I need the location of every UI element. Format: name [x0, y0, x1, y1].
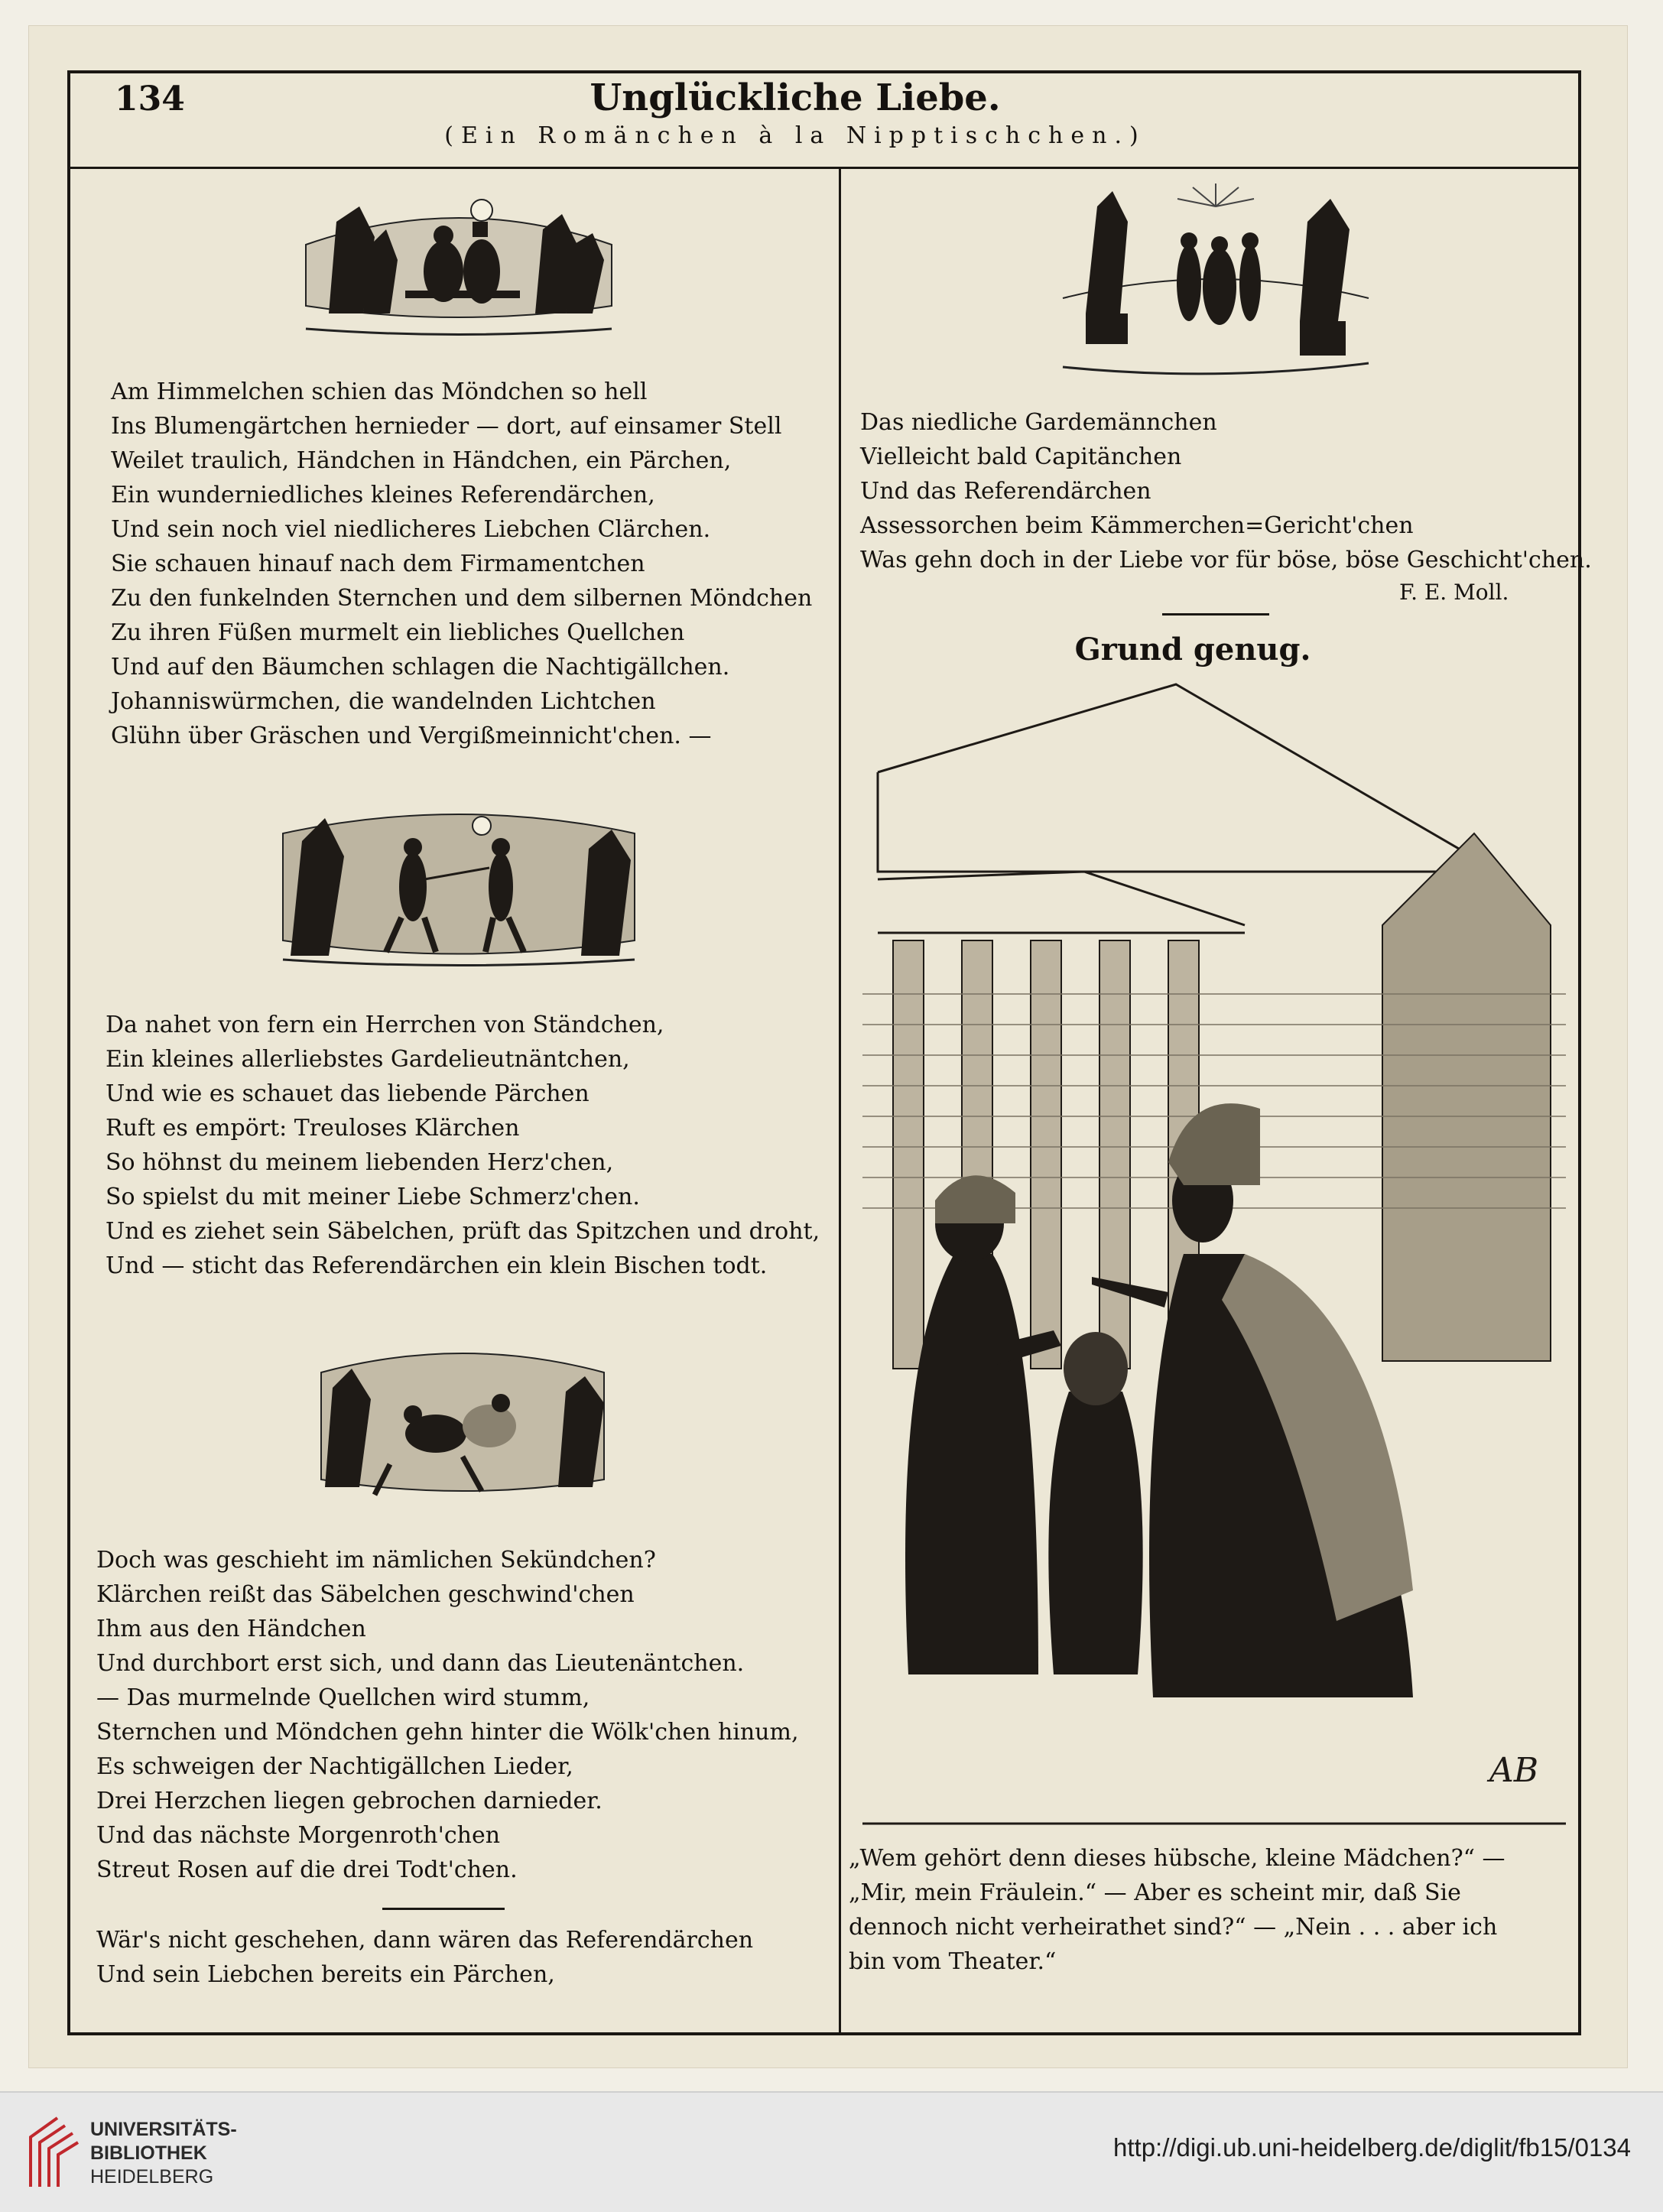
column-divider [839, 167, 841, 2035]
poem-line: Glühn über Gräschen und Vergißmeinnicht'chen. — [111, 723, 712, 749]
library-name-line: HEIDELBERG [90, 2166, 214, 2188]
poem-line: Johanniswürmchen, die wandelnden Lichtchen [111, 688, 656, 715]
vignette-promenade [1055, 176, 1376, 382]
library-name[interactable] [90, 2118, 237, 2189]
poem-line: Ein wunderniedliches kleines Referendärchen, [111, 482, 655, 508]
caption-line: bin vom Theater.“ [849, 1948, 1057, 1975]
illustration-theatre-scene [862, 673, 1566, 1827]
poem-line: Ruft es empört: Treuloses Klärchen [106, 1115, 520, 1142]
poem-stanza-3 [96, 1543, 815, 1887]
poem-line: So spielst du mit meiner Liebe Schmerz'chen. [106, 1184, 640, 1210]
poem-line: So höhnst du meinem liebenden Herz'chen, [106, 1149, 614, 1176]
poem-line: Und das nächste Morgenroth'chen [96, 1822, 501, 1849]
poem-line: Am Himmelchen schien das Möndchen so hell [111, 378, 648, 405]
vignette-couple-on-bench [291, 176, 627, 344]
poem-line: Und durchbort erst sich, und dann das Lieutenäntchen. [96, 1650, 745, 1677]
poem-line: — Das murmelnde Quellchen wird stumm, [96, 1684, 590, 1711]
vignette-struggle [298, 1334, 627, 1510]
poem-line: Ein kleines allerliebstes Gardelieutnäntchen, [106, 1046, 630, 1073]
poem-stanza-1 [111, 375, 814, 753]
stanza-separator-rule [382, 1908, 505, 1910]
poem-line: Das niedliche Gardemännchen [860, 409, 1217, 436]
illustration-monogram: AB [1489, 1751, 1539, 1790]
caption-line: „Mir, mein Fräulein.“ — Aber es scheint mir, daß Sie [849, 1879, 1461, 1906]
poem-line: Und sein noch viel niedlicheres Liebchen Clärchen. [111, 516, 711, 543]
vignette-duel [268, 788, 650, 979]
page-subtitle: (Ein Romänchen à la Nipptischchen.) [444, 122, 1146, 149]
poem-line: Und sein Liebchen bereits ein Pärchen, [96, 1961, 555, 1988]
poem-line: Ihm aus den Händchen [96, 1616, 366, 1642]
poem-line: Was gehn doch in der Liebe vor für böse, böse Geschicht'chen. [860, 547, 1592, 573]
caption-line [849, 1841, 1564, 1876]
permalink-url[interactable]: http://digi.ub.uni-heidelberg.de/diglit/fb15/0134 [1113, 2133, 1631, 2162]
poem-stanza-2 [106, 1008, 820, 1283]
poem-line: Und auf den Bäumchen schlagen die Nachtigällchen. [111, 654, 730, 680]
poem-line: Sie schauen hinauf nach dem Firmamentchen [111, 551, 645, 577]
poem-line: Ins Blumengärtchen hernieder — dort, auf einsamer Stell [111, 413, 782, 440]
poem-line: Sternchen und Möndchen gehn hinter die Wölk'chen hinum, [96, 1719, 799, 1746]
poem-line: Und das Referendärchen [860, 478, 1151, 505]
section-separator-rule [1162, 613, 1269, 616]
poem-line: Es schweigen der Nachtigällchen Lieder, [96, 1753, 573, 1780]
poem-line: Streut Rosen auf die drei Todt'chen. [96, 1856, 518, 1883]
poem-line: Zu den funkelnden Sternchen und dem silbernen Möndchen [111, 585, 813, 612]
poem-line: Vielleicht bald Capitänchen [860, 443, 1182, 470]
author-signature: F. E. Moll. [1399, 580, 1509, 605]
poem-line: Da nahet von fern ein Herrchen von Ständchen, [106, 1012, 664, 1038]
caption-text: „Wem gehört denn dieses hübsche, kleine Mädchen?“ — [849, 1845, 1505, 1872]
poem-line: Weilet traulich, Händchen in Händchen, ein Pärchen, [111, 447, 732, 474]
library-name-line: BIBLIOTHEK [90, 2142, 207, 2164]
illustration-caption [849, 1841, 1564, 1979]
poem-stanza-4 [96, 1923, 815, 1992]
university-library-logo-icon[interactable] [23, 2110, 84, 2194]
poem-line: Wär's nicht geschehen, dann wären das Referendärchen [96, 1927, 754, 1954]
poem-line: Klärchen reißt das Säbelchen geschwind'chen [96, 1581, 635, 1608]
poem-line: Doch was geschieht im nämlichen Sekündchen? [96, 1547, 656, 1574]
poem-line: Zu ihren Füßen murmelt ein liebliches Quellchen [111, 619, 685, 646]
caption-line: dennoch nicht verheirathet sind?“ — „Nein . . . aber ich [849, 1914, 1498, 1941]
poem-line: Drei Herzchen liegen gebrochen darnieder. [96, 1788, 603, 1814]
poem-line: Und wie es schauet das liebende Pärchen [106, 1080, 590, 1107]
poem-line: Und es ziehet sein Säbelchen, prüft das Spitzchen und droht, [106, 1218, 820, 1245]
library-name-line: UNIVERSITÄTS- [90, 2119, 237, 2140]
page-number: 134 [115, 80, 185, 119]
section-heading: Grund genug. [1074, 632, 1311, 667]
page-title: Unglückliche Liebe. [590, 76, 1001, 119]
header-rule [67, 167, 1581, 169]
poem-stanza-continuation [860, 405, 1592, 577]
poem-line: Und — sticht das Referendärchen ein klein Bischen todt. [106, 1252, 768, 1279]
poem-line: Assessorchen beim Kämmerchen=Gericht'chen [860, 512, 1414, 539]
